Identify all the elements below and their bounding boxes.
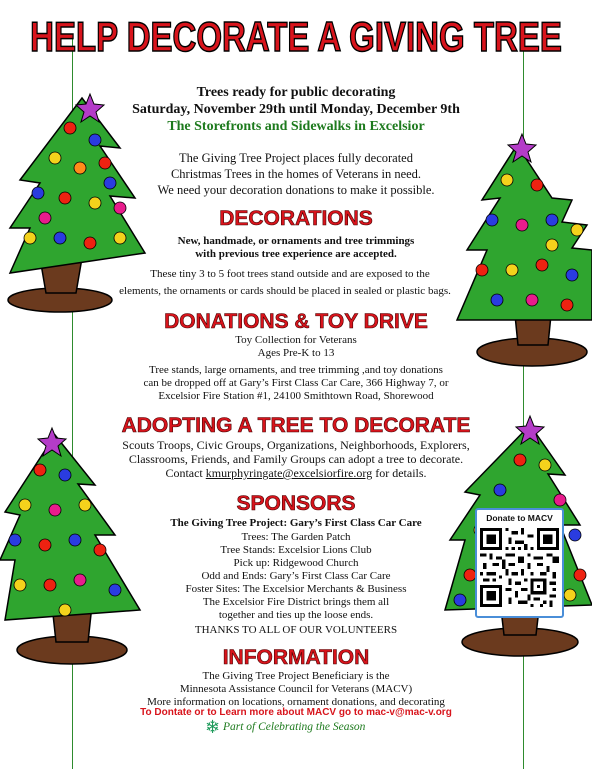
information-text: [100, 670, 492, 709]
donations-text-line: Tree stands, large ornaments, and tree trimming ,and toy donations: [149, 364, 443, 376]
intro-line-1: Trees ready for public decorating: [196, 85, 396, 100]
sponsor-line: together and ties up the loose ends.: [218, 609, 374, 621]
sponsors-list: [100, 531, 492, 622]
intro: [100, 84, 492, 135]
qr-code-image: [480, 528, 559, 607]
snowflake-icon: ❄: [205, 717, 221, 737]
intro-desc-line: The Giving Tree Project places fully decorated: [179, 151, 413, 165]
decorations-bold-line: New, handmade, or ornaments and tree trimmings: [177, 235, 415, 247]
qr-code-box[interactable]: [475, 508, 564, 618]
volunteers-thanks: THANKS TO ALL OF OUR VOLUNTEERS: [194, 624, 398, 636]
footer-text: Part of Celebrating the Season: [222, 721, 366, 733]
information-line: The Giving Tree Project Beneficiary is the: [202, 670, 390, 682]
intro-desc-line: Christmas Trees in the homes of Veterans in need.: [170, 167, 422, 181]
sponsor-line: Trees: The Garden Patch: [241, 531, 351, 543]
decorations-text: [100, 266, 480, 300]
decorations-heading: DECORATIONS: [219, 207, 373, 230]
donations-text-line: Excelsior Fire Station #1, 24100 Smithtown Road, Shorewood: [158, 390, 434, 402]
sponsor-line: Foster Sites: The Excelsior Merchants & Business: [185, 583, 407, 595]
adopting-text-line: Classrooms, Friends, and Family Groups can adopt a tree to decorate.: [128, 452, 464, 466]
donations-sub: [100, 334, 492, 360]
sponsor-line: Pick up: Ridgewood Church: [233, 557, 359, 569]
intro-description: [100, 150, 492, 198]
adopting-heading: ADOPTING A TREE TO DECORATE: [121, 414, 471, 437]
adopting-text: [100, 438, 492, 480]
intro-location: The Storefronts and Sidewalks in Excelsior: [167, 119, 425, 134]
information-line: More information on locations, ornament donations, and decorating: [147, 696, 445, 708]
sponsor-line: Tree Stands: Excelsior Lions Club: [220, 544, 372, 556]
donations-sub-line: Toy Collection for Veterans: [235, 334, 357, 346]
sponsors-main: The Giving Tree Project: Gary’s First Class Car Care: [170, 517, 422, 529]
adopting-contact: [100, 466, 492, 480]
intro-line-2: Saturday, November 29th until Monday, December 9th: [132, 102, 460, 117]
donations-text: [100, 364, 492, 403]
sponsors-heading: SPONSORS: [236, 492, 356, 515]
page-title: HELP DECORATE A GIVING TREE: [30, 13, 562, 60]
information-line: Minnesota Assistance Council for Veterans (MACV): [179, 683, 413, 695]
decorations-text-line: These tiny 3 to 5 foot trees stand outside and are exposed to the: [150, 268, 430, 280]
qr-label: Donate to MACV: [486, 513, 553, 523]
donations-text-line: can be dropped off at Gary’s First Class Car Care, 366 Highway 7, or: [143, 377, 449, 389]
decorations-bold-line: with previous tree experience are accepted.: [195, 248, 397, 260]
intro-desc-line: We need your decoration donations to make it possible.: [157, 183, 435, 197]
adopting-text-line: Scouts Troops, Civic Groups, Organizations, Neighborhoods, Explorers,: [122, 438, 470, 452]
donations-sub-line: Ages Pre-K to 13: [257, 347, 335, 359]
sponsor-line: Odd and Ends: Gary’s First Class Car Care: [201, 570, 391, 582]
contact-suffix: for details.: [372, 466, 427, 480]
contact-email-link[interactable]: kmurphyringate@excelsiorfire.org: [205, 466, 373, 480]
sponsor-line: The Excelsior Fire District brings them all: [202, 596, 390, 608]
donations-heading: DONATIONS & TOY DRIVE: [164, 310, 428, 333]
donate-info-link[interactable]: To Dontate or to Learn more about MACV go to mac-v@mac-v.org: [140, 707, 452, 718]
footer-tagline: [205, 717, 365, 738]
decorations-bold: [100, 235, 492, 261]
information-heading: INFORMATION: [222, 646, 370, 669]
contact-prefix: Contact: [165, 466, 206, 480]
decorations-text-line: elements, the ornaments or cards should be placed in sealed or plastic bags.: [119, 285, 451, 297]
